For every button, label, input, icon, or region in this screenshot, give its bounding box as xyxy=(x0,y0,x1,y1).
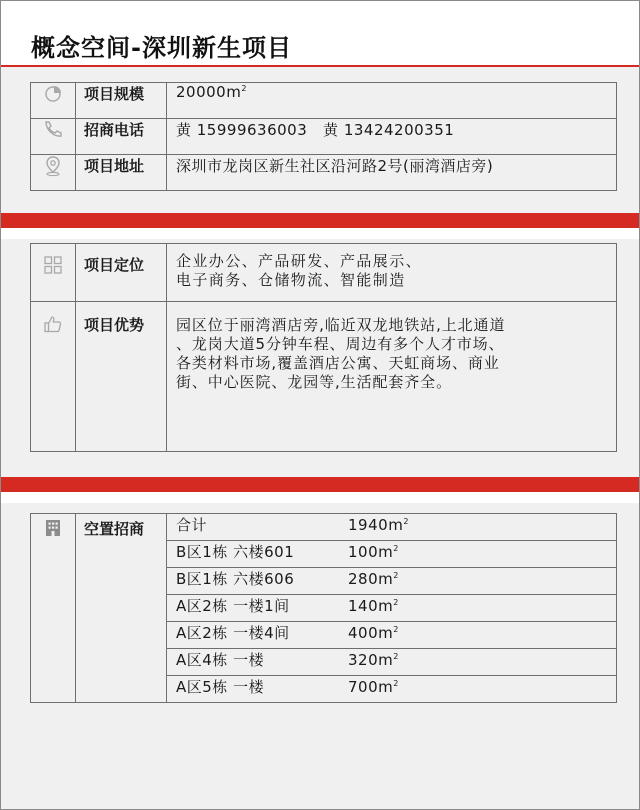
phone-icon-cell xyxy=(31,119,76,155)
positioning-value xyxy=(167,244,617,302)
unit-area xyxy=(348,651,399,669)
unit-area-value: 700 xyxy=(348,678,379,696)
unit-name: B区1栋 六楼606 xyxy=(176,570,295,588)
advantage-value xyxy=(167,302,617,452)
divider-gap-1 xyxy=(1,228,639,239)
scale-value: 20000 xyxy=(176,83,227,101)
unit-cell xyxy=(167,514,617,541)
unit-cell xyxy=(167,676,617,703)
advantage-label: 项目优势 xyxy=(76,302,167,452)
vacancy-icon-cell xyxy=(31,514,76,703)
unit-area-sup: 2 xyxy=(393,571,399,580)
advantage-line: 、龙岗大道5分钟车程、周边有多个人才市场、 xyxy=(176,335,505,353)
unit-area-unit: m xyxy=(378,570,394,588)
unit-area-value: 1940 xyxy=(348,516,389,534)
unit-area-sup: 2 xyxy=(393,679,399,688)
unit-cell xyxy=(167,595,617,622)
advantage-row xyxy=(31,302,617,452)
unit-area-value: 400 xyxy=(348,624,379,642)
phone-row xyxy=(31,119,617,155)
page-title: 概念空间-深圳新生项目 xyxy=(31,34,292,62)
positioning-line: 电子商务、仓储物流、智能制造 xyxy=(176,271,406,289)
unit-area-sup: 2 xyxy=(393,625,399,634)
address-row xyxy=(31,155,617,191)
phone-label: 招商电话 xyxy=(76,119,167,155)
divider-gap-2 xyxy=(1,492,639,503)
unit-area-sup: 2 xyxy=(393,544,399,553)
advantage-line: 街、中心医院、龙园等,生活配套齐全。 xyxy=(176,373,452,391)
unit-area xyxy=(348,597,399,615)
unit-name: 合计 xyxy=(176,516,208,534)
unit-area-unit: m xyxy=(388,516,404,534)
vacancy-panel xyxy=(1,503,639,809)
unit-area-unit: m xyxy=(378,543,394,561)
profile-table xyxy=(30,243,617,452)
unit-area-unit: m xyxy=(378,678,394,696)
unit-area-sup: 2 xyxy=(393,598,399,607)
advantage-line: 园区位于丽湾酒店旁,临近双龙地铁站,上北通道 xyxy=(176,316,506,334)
header xyxy=(1,1,639,67)
unit-area-value: 320 xyxy=(348,651,379,669)
vacancy-label: 空置招商 xyxy=(76,514,167,703)
scale-row xyxy=(31,83,617,119)
advantage-line: 各类材料市场,覆盖酒店公寓、天虹商场、商业 xyxy=(176,354,500,372)
unit-area xyxy=(348,678,399,696)
pie-chart-icon xyxy=(43,83,63,103)
building-icon xyxy=(43,518,63,538)
unit-cell xyxy=(167,568,617,595)
scale-unit: m xyxy=(226,83,242,101)
address-label: 项目地址 xyxy=(76,155,167,191)
unit-area-sup: 2 xyxy=(403,517,409,526)
unit-area xyxy=(348,624,399,642)
unit-area-value: 140 xyxy=(348,597,379,615)
scale-value-cell xyxy=(167,83,617,119)
unit-name: A区2栋 一楼4间 xyxy=(176,624,290,642)
phone-icon xyxy=(42,119,64,139)
phone-value: 黄 15999636003 黄 13424200351 xyxy=(167,119,617,155)
info-table xyxy=(30,82,617,191)
unit-area xyxy=(348,516,409,534)
positioning-row xyxy=(31,244,617,302)
unit-area xyxy=(348,543,399,561)
address-value: 深圳市龙岗区新生社区沿河路2号(丽湾酒店旁) xyxy=(167,155,617,191)
unit-area-value: 280 xyxy=(348,570,379,588)
unit-cell xyxy=(167,541,617,568)
unit-area-sup: 2 xyxy=(393,652,399,661)
divider-bar-1 xyxy=(1,213,639,228)
unit-area-unit: m xyxy=(378,651,394,669)
advantage-icon-cell xyxy=(31,302,76,452)
unit-area-value: 100 xyxy=(348,543,379,561)
info-panel xyxy=(1,69,639,213)
thumbs-up-icon xyxy=(43,314,63,334)
unit-area-unit: m xyxy=(378,597,394,615)
scale-unit-sup: 2 xyxy=(241,84,247,93)
unit-cell xyxy=(167,622,617,649)
unit-area-unit: m xyxy=(378,624,394,642)
positioning-label: 项目定位 xyxy=(76,244,167,302)
scale-label: 项目规模 xyxy=(76,83,167,119)
positioning-line: 企业办公、产品研发、产品展示、 xyxy=(176,252,423,270)
grid-icon xyxy=(43,255,63,275)
positioning-icon-cell xyxy=(31,244,76,302)
table-row xyxy=(31,514,617,541)
unit-name: A区4栋 一楼 xyxy=(176,651,265,669)
location-pin-icon xyxy=(43,155,63,177)
unit-cell xyxy=(167,649,617,676)
scale-icon-cell xyxy=(31,83,76,119)
unit-name: A区2栋 一楼1间 xyxy=(176,597,290,615)
profile-panel xyxy=(1,239,639,467)
divider-bar-2 xyxy=(1,477,639,492)
unit-name: A区5栋 一楼 xyxy=(176,678,265,696)
address-icon-cell xyxy=(31,155,76,191)
unit-name: B区1栋 六楼601 xyxy=(176,543,295,561)
unit-area xyxy=(348,570,399,588)
vacancy-table xyxy=(30,513,617,703)
